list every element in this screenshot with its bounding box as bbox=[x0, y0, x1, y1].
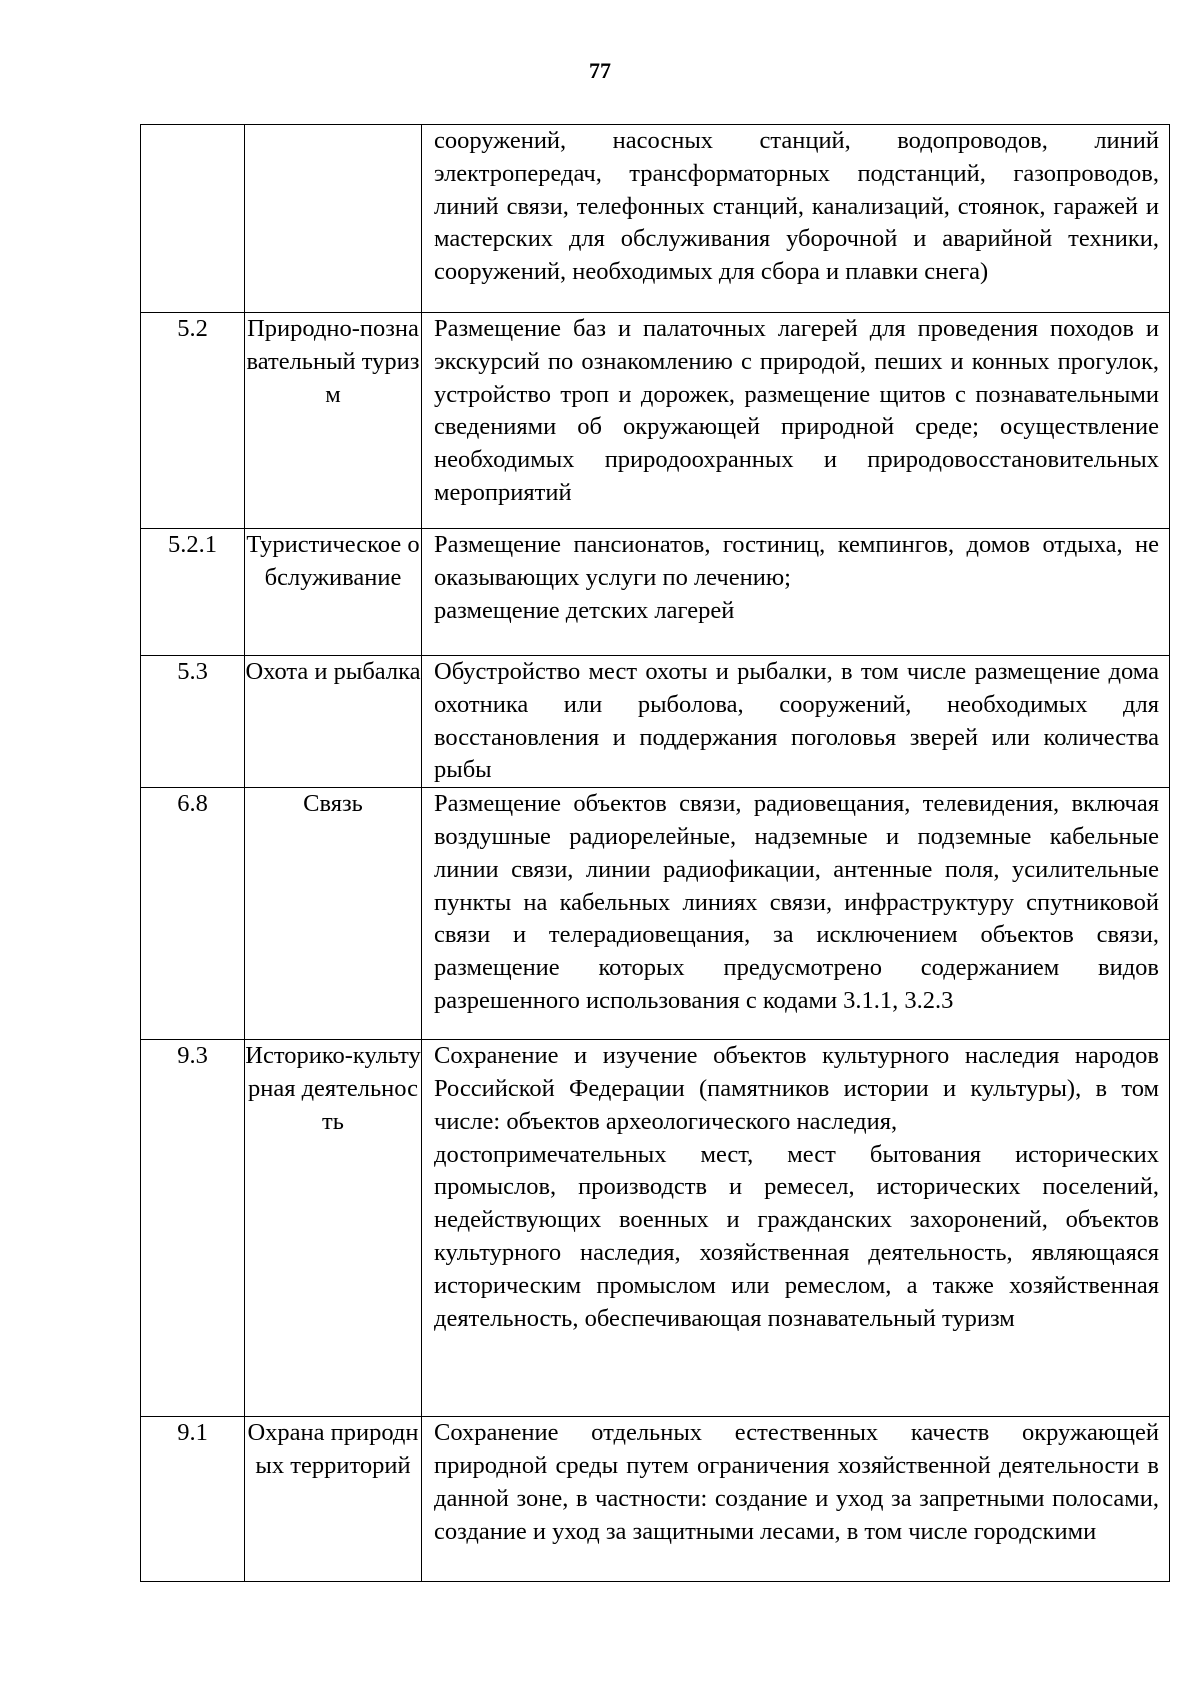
row-code: 5.2.1 bbox=[141, 529, 245, 656]
description-paragraph: Сохранение и изучение объектов культурного наследия народов Российской Федерации (памятников истории и культуры), в том числе: объектов археологического наследия, bbox=[434, 1042, 1159, 1135]
page-number: 77 bbox=[589, 58, 611, 83]
row-name: Охота и рыбалка bbox=[245, 656, 422, 788]
row-description bbox=[422, 125, 1170, 313]
row-code: 9.1 bbox=[141, 1417, 245, 1582]
table-row bbox=[141, 529, 1170, 656]
description-paragraph: сооружений, насосных станций, водопроводов, линий электропередач, трансформаторных подстанций, газопроводов, линий связи, телефонных станций, канализаций, стоянок, гаражей и мастерских для обслуживания уборочной и аварийной техники, сооружений, необходимых для сбора и плавки снега) bbox=[434, 127, 1159, 286]
row-code: 9.3 bbox=[141, 1040, 245, 1417]
description-paragraph: Размещение объектов связи, радиовещания, телевидения, включая воздушные радиорелейные, надземные и подземные кабельные линии связи, линии радиофикации, антенные поля, усилительные пункты на кабельных линиях связи, инфраструктуру спутниковой связи и телерадиовещания, за исключением объектов связи, размещение которых предусмотрено содержанием видов разрешенного использования с кодами 3.1.1, 3.2.3 bbox=[434, 790, 1159, 1014]
row-code: 5.3 bbox=[141, 656, 245, 788]
row-name: Природно-познавательный туризм bbox=[245, 313, 422, 529]
description-paragraph: достопримечательных мест, мест бытования исторических промыслов, производств и ремесел, исторических поселений, недействующих военных и гражданских захоронений, объектов культурного наследия, хозяйственная деятельность, являющаяся историческим промыслом или ремеслом, а также хозяйственная деятельность, обеспечивающая познавательный туризм bbox=[434, 1140, 1159, 1332]
row-code: 5.2 bbox=[141, 313, 245, 529]
row-description bbox=[422, 1417, 1170, 1582]
description-paragraph: Сохранение отдельных естественных качеств окружающей природной среды путем ограничения хозяйственной деятельности в данной зоне, в частности: создание и уход за запретными полосами, создание и уход за защитными лесами, в том числе городскими bbox=[434, 1419, 1159, 1545]
row-description bbox=[422, 656, 1170, 788]
description-paragraph: Размещение пансионатов, гостиниц, кемпингов, домов отдыха, не оказывающих услуги по лечению; bbox=[434, 531, 1159, 591]
row-name: Связь bbox=[245, 788, 422, 1040]
table-row bbox=[141, 1417, 1170, 1582]
table-row bbox=[141, 788, 1170, 1040]
row-name: Историко-культурная деятельность bbox=[245, 1040, 422, 1417]
row-description bbox=[422, 788, 1170, 1040]
row-code: 6.8 bbox=[141, 788, 245, 1040]
table-row bbox=[141, 656, 1170, 788]
table-row bbox=[141, 1040, 1170, 1417]
row-description bbox=[422, 529, 1170, 656]
description-paragraph: размещение детских лагерей bbox=[434, 596, 735, 624]
table-row bbox=[141, 125, 1170, 313]
description-paragraph: Обустройство мест охоты и рыбалки, в том числе размещение дома охотника или рыболова, сооружений, необходимых для восстановления и поддержания поголовья зверей или количества рыбы bbox=[434, 658, 1159, 784]
row-name: Охрана природных территорий bbox=[245, 1417, 422, 1582]
description-paragraph: Размещение баз и палаточных лагерей для проведения походов и экскурсий по ознакомлению с природой, пеших и конных прогулок, устройство троп и дорожек, размещение щитов с познавательными сведениями об окружающей природной среде; осуществление необходимых природоохранных и природовосстановительных мероприятий bbox=[434, 315, 1159, 506]
row-description bbox=[422, 313, 1170, 529]
row-description bbox=[422, 1040, 1170, 1417]
row-name: Туристическое обслуживание bbox=[245, 529, 422, 656]
row-name bbox=[245, 125, 422, 313]
row-code bbox=[141, 125, 245, 313]
land-use-table bbox=[140, 124, 1170, 1582]
table-row bbox=[141, 313, 1170, 529]
